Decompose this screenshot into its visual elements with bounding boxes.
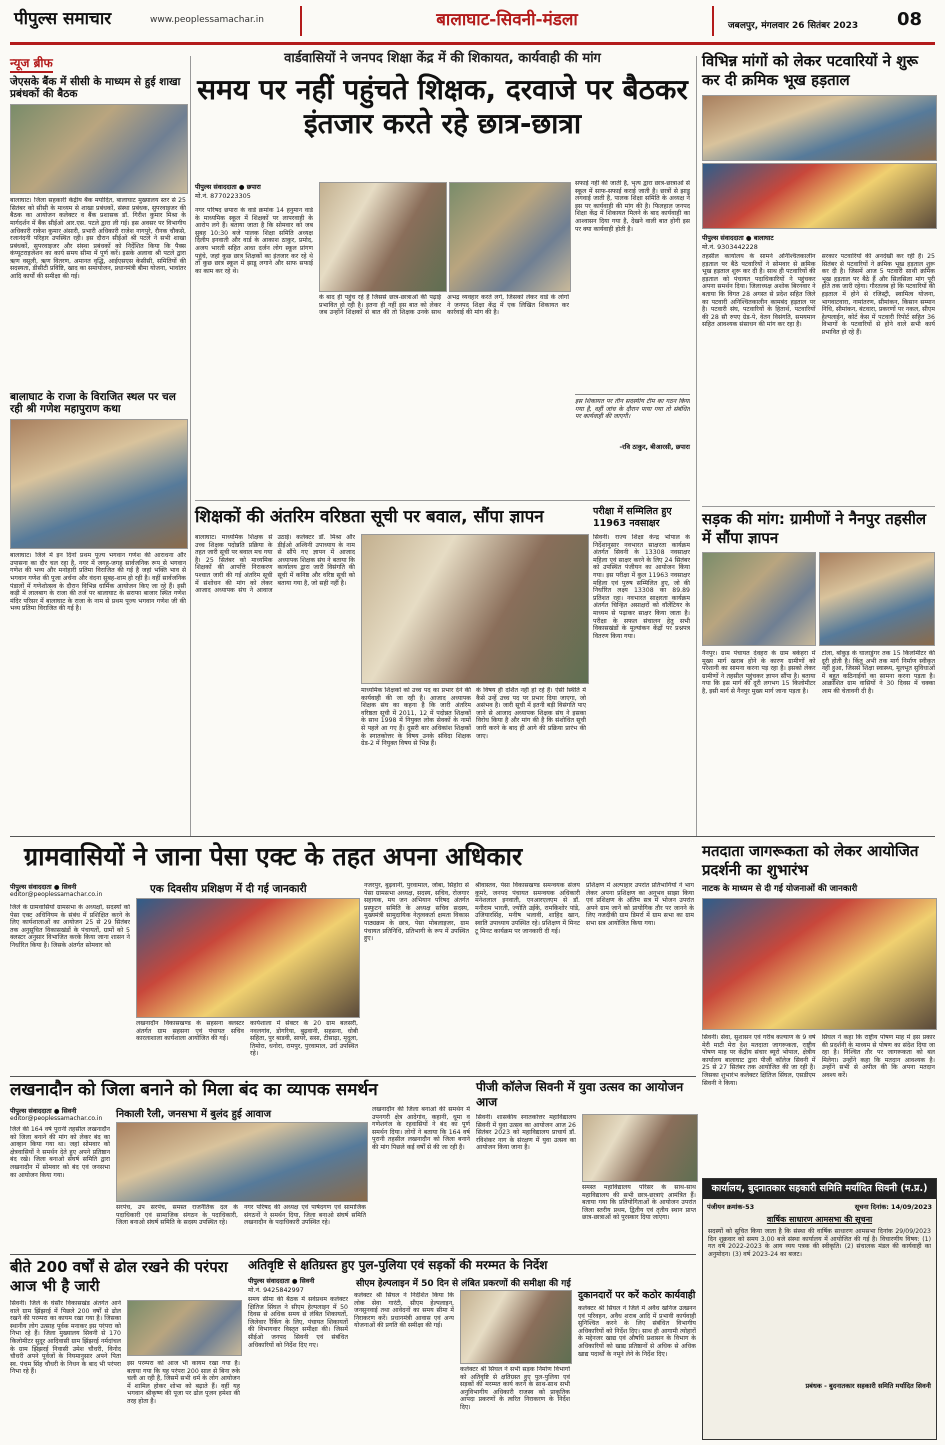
patwari-text-1: तहसील कार्यालय के सामने अनिश्चितकालीन हड़ताल पर बैठे पटवारियों ने सोमवार से क्रमिक भूख हड़ताल शुरू कर दी है। साथ ही पटवारियों की हड़ताल को पंचायत पदाधिकारियों ने पहुंचकर अपना समर्थन दिया। जिलाध्यक्ष अशोक बिरनवार ने बताया कि विगत 28 अगस्त से प्रदेश सहित जिले का पटवारी अनिश्चितकालीन कामबंद हड़ताल पर है। पटवारी संघ, पटवारियों के हितार्थ, पटवारियों की 28 सौ रुपए ग्रेड-पे, वेतन विसंगति, समयमान सहित आवश्यक संसाधन की मांग कर रहा है। — [702, 253, 816, 329]
patwari-byline: पीपुल्स संवाददाता ● बालाघाट — [702, 234, 774, 242]
road-text-1: नैनपुर। ग्राम पंचायत देवहरा के ग्राम बकेहरा में मुख्य मार्ग खराब होने के कारण ग्रामीणों को परेशानी का सामना करना पड़ रहा है। इसको लेकर ग्रामीणों ने तहसील पहुंचकर ज्ञापन सौंपा है। बताया गया कि इस मार्ग की दूरी लगभग 15 किलोमीटर है, इसी मार्ग से नैनपुर मुख्य मार्ग जाना पड़ता है। — [702, 650, 816, 695]
section-rule-1 — [10, 836, 935, 837]
bridge-text-3: कलेक्टर श्री सिंघल ने सभी सड़क निर्माण विभागों को अतिवृष्टि से क्षतिग्रस्त हुए पुल-पुलिया एवं सड़कों की मरम्मत कार्य करने के साथ-साथ सभी अनुविभागीय अधिकारी राजस्व को प्राकृतिक आपदा प्रकरणों के त्वरित निराकरण के निर्देश दिए। — [460, 1366, 570, 1411]
teacher-text-1: बालाघाट। माध्यमिक शिक्षक से उच्च शिक्षक पदोन्नति प्रक्रिया के तहत जारी सूची पर बवाल मच गया है। 25 सितंबर को माध्यमिक शिक्षकों की आपत्ति निराकरण पश्चात जारी की गई अंतरिम सूची में संशोधन की मांग को लेकर आजाद अध्यापक संघ ने आवाज उठाई। कलेक्टर डॉ. मिश्रा और डीईओ अश्विनी उपाध्याय के नाम से सौंपे गए ज्ञापन में आजाद अध्यापक शिक्षक संघ ने बताया कि कार्यालय द्वारा जारी विसंगति की सूची में कनिष्ठ और वरिष्ठ सूची को बताया गया है, जो सही नहीं है। — [195, 534, 355, 595]
lead-headline: समय पर नहीं पहुंचते शिक्षक, दरवाजे पर बैठकर इंतजार करते रहे छात्र-छात्रा — [197, 72, 688, 140]
patwari-photo-1 — [702, 95, 937, 161]
lead-mobile: मो.नं. 8770223305 — [195, 192, 251, 200]
edition-bar — [300, 6, 714, 36]
bridge-sub: सीएम हेल्पलाइन में 50 दिन से लंबित प्रकरणों की समीक्षा की गई — [356, 1279, 571, 1289]
section-rule-2 — [10, 1076, 696, 1077]
teacher-story — [195, 506, 587, 826]
dateline: जबलपुर, मंगलवार 26 सितंबर 2023 — [728, 21, 859, 31]
dhol-text-1: सिवनी। जिले के घंसौर विकासखंड अंतर्गत आने वाले ग्राम झिंझरई में पिछले 200 वर्षों से ढोल रखने की परम्परा का कायम रखा गया है। जिसका स्थानीय लोग उत्साह पूर्वक मनाकर इस परंपरा को निभा रहे हैं। जिला मुख्यालय सिवनी से 170 किलोमीटर सुदूर आदिवासी ग्राम झिंझरई नर्मदांचल के ग्राम झिंझरई निवासी उमेश चौधरी, विनोद चौधरी अपने पूर्वजों के नियमानुसार अपने पिता स्व. पंचम सिंह चौधरी के निधन के बाद भी परंपरा निभा रहे हैं। — [10, 1300, 121, 1376]
lakhnadon-headline: लखनादौन को जिला बनाने को मिला बंद का व्यापक समर्थन — [10, 1080, 378, 1100]
lakhnadon-text-2: सरपंच, उप सरपंच, समस्त राजनैतिक दल के पदाधिकारी एवं सामाजिक संगठन के पदाधिकारी, जिला बनाओ संघर्ष समिति के सदस्य उपस्थित रहे। — [116, 1204, 238, 1227]
voter-text-1: सिवनी। सेवा, सुशासन एवं गरीब कल्याण के 9 वर्ष मेरी माटी मेरा देश मतदाता जागरूकता, राष्ट्रीय पोषण माह पर केंद्रीय संचार ब्यूरो भोपाल, क्षेत्रीय कार्यालय बालाघाट द्वारा पीजी कॉलेज सिवनी में 25 से 27 सितंबर तक आयोजित की जा रही है। जिसका शुभारंभ कलेक्टर क्षितिज सिंघल, एसडीएम सिवनी ने किया। — [702, 1034, 816, 1087]
lead-byline: पीपुल्स संवाददाता ● छपारा — [195, 183, 261, 191]
brief-1-text: बालाघाट। जिला सहकारी केंद्रीय बैंक मर्यादित, बालाघाट मुख्यालय स्तर से 25 सितंबर को सीसी के माध्यम से शाखा प्रबंधकों, संस्था प्रबंधक, सुपरवाइजर की बैठक का आयोजन कलेक्टर व बैंक प्रशासक डॉ. गिरीश कुमार मिश्रा के मार्गदर्शन में बैंक सीईओ आर.एस. पटले द्वारा ली गई। इस अवसर पर विभागीय अधिकारी राकेश कुमार अंसारी, प्रभारी अधिकारी राजेश नागपुरे, रौनक चौकसे, रजानंदनी परिहार उपस्थित रही। इस दौरान सीईओ श्री पटले ने सभी शाखा प्रबंधकों, सुपरवाइजर और संस्था प्रबंधकों को निर्देशित किया कि पैक्स कंप्यूटराइजेशन का कार्य समय सीमा में पूर्ण करें। इसके अलावा श्री पटले द्वारा ऋण वसूली, ऋण वितरण, अमानत वृद्धि, आईएसएस केसीसी, समितियों की सदस्यता, डीसीटी प्रविष्टि, खाद का समायोजन, प्रधानमंत्री बीमा योजना, भावांतर आदि कार्यों की समीक्षा की गई। — [10, 197, 186, 281]
lakhnadon-story — [10, 1080, 470, 1250]
notice-date: सूचना दिनांक: 14/09/2023 — [854, 1203, 932, 1211]
notice-sign: प्रबंधक - बुदनातकार सहकारी समिति मर्यादित सिवनी — [805, 1382, 931, 1390]
lead-quote-box — [575, 394, 690, 451]
pg-headline: पीजी कॉलेज सिवनी में युवा उत्सव का आयोजन आज — [476, 1080, 684, 1109]
voter-story — [702, 842, 935, 1172]
exam-text: सिवनी। राज्य शिक्षा केन्द्र भोपाल के निर्देशानुसार नवभारत साक्षरता कार्यक्रम अंतर्गत सिवनी के 13308 नवसाक्षर महिला एवं साक्षर करने के लिए 24 सितंबर को उपस्थित पंजीयन का आयोजन किया गया। इस परीक्षा में कुल 11963 नवसाक्षर महिला एवं पुरुष सम्मिलित हुए, जो की निर्धारित लक्ष्य 13308 का 89.89 प्रतिशत रहा। नवभारत साक्षरता कार्यक्रम अंतर्गत चिन्हित असाक्षरों को वॉलेंटियर के माध्यम से पढ़ाकर साक्षर किया जाता है। परीक्षा के सफल संचालन हेतु सभी विकासखंडों के मूल्यांकन केंद्रों पर प्रश्नपत्र वितरण किया गया। — [593, 534, 690, 640]
dhol-text-2: इस परम्परा को आज भी कायम रखा गया है। बताया गया कि यह परंपरा 200 साल से बिना रुके चली आ रही है, जिसमें सभी धर्म के लोग आयोजन में शामिल होकर शोभा को बढ़ाते हैं। वहीं यह भगवान श्रीकृष्ण की पूजा पर ढोल पूजन हमेशा की तरह होता है। — [127, 1360, 240, 1405]
lead-quote: इस शिकायत पर तीन सदस्यीय टीम का गठन किया गया है, वहीं जांच के दौरान पाया गया तो संबंधित पर कार्यवाही की जाएगी। — [575, 398, 690, 421]
teacher-photo — [361, 534, 589, 684]
pesa-story — [10, 842, 696, 1072]
lead-kicker: वार्डवासियों ने जनपद शिक्षा केंद्र में की शिकायत, कार्यवाही की मांग — [284, 51, 601, 66]
notice-subtitle: वार्षिक साधारण आमसभा की सूचना — [766, 1215, 873, 1224]
patwari-story — [702, 52, 935, 502]
lakhnadon-text-1: जिले की 164 वर्ष पुरानी तहसील लखनादौन को जिला बनाने की मांग को लेकर बंद का आव्हान किया गया था। जहां सोमवार को क्षेत्रवासियों ने समर्थन देते हुए अपने प्रतिष्ठान बंद रखे। जिला बनाओ संघर्ष समिति द्वारा लखनादौन में सोमवार को बंद एवं जनसभा का आयोजन किया गया। — [10, 1126, 110, 1179]
pg-photo — [582, 1114, 698, 1182]
road-headline: सड़क की मांग: ग्रामीणों ने नैनपुर तहसील में सौंपा ज्ञापन — [702, 510, 926, 547]
voter-sub: नाटक के माध्यम से दी गई योजनाओं की जानकारी — [702, 884, 858, 894]
patwari-mobile: मो.नं. 9303442228 — [702, 243, 758, 251]
lead-text-1: नगर परिषद छपारा के वार्ड क्रमांक 14 हनुमान वार्ड के माध्यमिक स्कूल में शिक्षकों पर लापरवाही के आरोप लगे हैं। बताया जाता है कि सोमवार को जब सुबह 10:30 बजे पालक शिक्षा समिति अध्यक्ष दिलीप इनवाती और वार्ड के आकाश ठाकुर, प्रमोद, अजय भारती सहित आधा दर्जन लोग स्कूल प्रांगण पहुंचे, जहां कुछ छात्र शिक्षकों का इंतजार कर रहे थे तो कुछ छात्र स्कूल में झाडू लगाने और साफ सफाई का काम कर रहे थे। — [195, 207, 313, 275]
pesa-text-2: लखनादौन विकासखण्ड के सहसना क्लस्टर अंतर्गत ग्राम सहसना एवं पंचायत सचिव कारलाशाला कार्यशाला आयोजित की गई। — [136, 1020, 244, 1043]
bridge-text-1: समय सीमा की बैठक में सर्वप्रथम कलेक्टर क्षितिज सिंघल ने सीएम हेल्पलाइन में 50 दिवस से अधिक समय से लंबित शिकायतों, जिलेवार रैंकिंग के लिए, पंचायत शिकायतों की विभागवार विस्तृत समीक्षा की। जिसमें सीईओ जनपद सिवनी एवं संबंधित अधिकारियों को निर्देश दिए गए। — [248, 1296, 348, 1349]
pesa-text-4: नजरपुर, बुढ़वानी, पुरवामाल, जोबा, सिहोरा से पेसा ग्रामसभा अध्यक्ष, सदस्य, सचिव, रोजगार सहायक, मय जन अभियान परिषद अंतर्गत प्रस्फुटन समिति के अध्यक्ष सचिव सदस्य, मुख्यमंत्री सामुदायिक नेतृत्वकर्ता क्षमता विकास पाठ्यक्रम के छात्र, पेसा मोबलाइजर, ग्राम पंचायत प्रतिनिधि, प्रतिभागी के रूप में उपस्थित हुए। — [364, 882, 469, 943]
bridge-photo — [460, 1290, 572, 1364]
lakhnadon-byline: पीपुल्स संवाददाता ● सिवनी — [10, 1107, 77, 1115]
notice-no: पंजीयन क्रमांक-53 — [707, 1203, 755, 1211]
pg-story — [476, 1080, 696, 1250]
brief-1-title: जेएसके बैंक में सीसी के माध्यम से हुई शाखा प्रबंधकों की बैठक — [10, 76, 181, 101]
road-story — [702, 506, 935, 835]
teacher-text-3: के विषय ही दर्शित नहीं हो रहे हैं। ऐसी स्थिति में कैसे उन्हें उच्च पद पर प्रभार दिया जाएगा, जो असंभव है। जारी सूची में इतनी बड़ी विसंगति पाए जाने से आजाद अध्यापक शिक्षक संघ ने इसका विरोध किया है और मांग की है कि संशोधित सूची जारी करने के बाद ही आगे की प्रक्रिया प्रारंभ की जाए। — [476, 687, 586, 740]
brief-2-text: बालाघाट। जिले में इन दिनों प्रथम पूज्य भगवान गणेश की आराधना और उपासना का दौर चल रहा है, नगर में जगह-जगह सार्वजनिक रूप से भगवान गणेश की भव्य और मनोहारी प्रतिमा विराजित की गई है जहां भक्ति भाव से भगवान गणेश की पूजा अर्चना और वंदना सुबह-शाम हो रही है। वहीं सार्वजनिक पंडालों में गणेशोत्सव के दौरान विभिन्न धार्मिक आयोजन किए जा रहे हैं। इसी कड़ी में लालबाग के राजा की तर्ज पर बालाघाट के सराफा बाजार स्थित गणेश मंदिर परिसर में बालाघाट के राजा के नाम से प्रथम पूज्य भगवान गणेश जी की भव्य प्रतिमा विराजित की गई है। — [10, 552, 186, 613]
lakhnadon-text-4: लखनादौन की जिला बनाओ की समर्थन में उपनगरी क्षेत्र आदेगांव, कहानी, धूमा व गणेशगंज के रहवासियों ने बंद का पूर्ण समर्थन दिया। लोगों ने बताया कि 164 वर्ष पुरानी तहसील लखनादौन को जिला बनाने की मांग पिछले कई वर्षों से की जा रही है। — [372, 1106, 470, 1151]
voter-headline: मतदाता जागरूकता को लेकर आयोजित प्रदर्शनी का शुभारंभ — [702, 842, 919, 879]
bridge-headline: अतिवृष्टि से क्षतिग्रस्त हुए पुल-पुलिया एवं सड़कों की मरम्मत के निर्देश — [248, 1258, 548, 1272]
brief-1-photo — [10, 104, 188, 194]
teacher-headline: शिक्षकों की अंतरिम वरिष्ठता सूची पर बवाल, सौंपा ज्ञापन — [195, 507, 544, 527]
shops-text: कलेक्टर श्री सिंघल ने जिले में अवैध खनिज उत्खनन एवं परिवहन, अवैध शराब आदि में प्रभावी कार्यवाही सुनिश्चित करने के लिए संबंधित विभागीय अधिकारियों को निर्देश दिए। साथ ही आगामी त्योहारों के मद्देनजर खाद्य एवं औषधि प्रशासन के विभाग के अधिकारियों को खाद्य प्रतिष्ठानों से अधिक से अधिक खाद्य पदार्थों के नमूने लेने के निर्देश दिए। — [578, 1305, 696, 1358]
pesa-text-3: कार्यशाला में सेक्टर के 20 ग्राम बलसरी, नवलगांव, डोगरिया, बुढ़वानी, सहसना, धोबी सहिता, पुर बाडवी, सायरे, ससा, टीसाढ़ा, मृदुला, तिमोरा, धनोरा, रामपुर, पुरवामाल, उर्रा उपस्थित रहे। — [250, 1020, 358, 1058]
news-brief-label: न्यूज ब्रीफ — [10, 54, 53, 73]
shops-box — [578, 1290, 696, 1417]
bridge-text-2: कलेक्टर श्री सिंघल ने निर्देशित किया कि लोक सेवा गारंटी, सीएम हेल्पलाइन, जनसुनवाई तथा आवेदनों का समय सीमा में निराकरण करें। प्रधानमंत्री आवास एवं अन्य योजनाओं की प्रगति की समीक्षा की गई। — [354, 1292, 454, 1330]
news-brief-column — [10, 52, 186, 832]
lakhnadon-photo — [116, 1122, 368, 1202]
section-rule-3 — [10, 1254, 696, 1255]
bridge-mobile: मो.नं. 9425842997 — [248, 1286, 304, 1294]
lakhnadon-email: editor@peoplessamachar.co.in — [10, 1115, 103, 1122]
exam-headline: परीक्षा में सम्मिलित हुए 11963 नवसाक्षर — [593, 506, 672, 529]
lead-byline-box — [195, 182, 313, 200]
website: www.peoplessamachar.in — [150, 15, 264, 25]
pesa-text-5: श्रीवास्तव, पेसा विकासखण्ड समन्वयक संजय कुमरे, जनपद पंचायत समन्वयक अधिकारी मनेशलाल इनवाती, एनआरएलएम से डॉ. मनीराम भारती, ज्योति उईके, रामकिशोर पांडे, उजियारसिंह, मनीष भलावी, शाहिद खान, स्वाति उपाध्याय उपस्थित रहे। प्रशिक्षण में मिनट टू मिनट कार्यक्रम पर जानकारी दी गई। — [475, 882, 580, 935]
notice-title: कार्यालय, बुदनातकार सहकारी समिति मर्यादित सिवनी (म.प्र.) — [703, 1179, 936, 1199]
pg-text-2: समस्त महाविद्यालय परिसर के साथ-साथ महाविद्यालय की सभी छात्र-छात्राएं आमंत्रित हैं। बताया गया कि प्रतियोगिताओं के आयोजन उपरांत जिला स्तरीय प्रथम, द्वितीय एवं तृतीय स्थान प्राप्त छात्र-छात्राओं को पुरस्कार दिया जाएगा। — [582, 1184, 696, 1222]
divider-lead — [195, 500, 690, 501]
notice-text: सदस्यों को सूचित किया जाता है कि संस्था की वार्षिक साधारण आमसभा दिनांक 29/09/2023 दिन शुक्रवार को समय 3.00 बजे संस्था कार्यालय में आयोजित की गई है। विचारणीय विषय: (1) गत वर्ष 2022-2023 के आय व्यय पत्रक की स्वीकृति। (2) संचालक मंडल की कार्यवाही का अनुमोदन। (3) वर्ष 2023-24 का बजट। — [708, 1228, 931, 1258]
page-number: 08 — [897, 9, 923, 30]
voter-text-2: सिंघल ने कहा कि राष्ट्रीय पोषण माह में इस प्रकार की प्रदर्शनी के माध्यम से पोषण का संदेश दिया जा रहा है। निश्चित तौर पर जागरूकता को बल मिलेगा। उन्होंने कहा कि मतदान आवश्यक है। उन्होंने सभी से अपील की कि अपना मतदान अवश्य करें। — [821, 1034, 935, 1079]
lakhnadon-sub: निकाली रैली, जनसभा में बुलंद हुई आवाज — [116, 1109, 272, 1120]
column-divider — [190, 56, 191, 836]
pesa-text-6: प्रशिक्षण में अल्पाहार उपरांत प्रतिभागियों ने भाग लेकर अपना प्रशिक्षण का अनुभव साझा किया एवं प्रशिक्षण के अंतिम सत्र में भोजन उपरांत अपने ग्राम जाने को प्रायोगिक तौर पर जानने के लिए नजदीकी ग्राम डिमर्रा में ग्राम सभा का ग्राम सभा सत्र आयोजित किया गया। — [586, 882, 694, 927]
paper-logo: पीपुल्स समाचार — [14, 9, 112, 29]
pesa-byline: पीपुल्स संवाददाता ● सिवनी — [10, 883, 77, 891]
lakhnadon-text-3: नगर परिषद की अध्यक्ष एवं पार्षदगण एवं सामाजिक संगठनों ने समर्थन दिया, जिला बनाओ संघर्ष समिति लखनादौन के पदाधिकारी उपस्थित रहे। — [244, 1204, 366, 1227]
masthead-rule — [10, 42, 935, 45]
shops-headline: दुकानदारों पर करें कठोर कार्यवाही — [578, 1290, 696, 1301]
lead-quote-by: -रवि ठाकुर, बीआरसी, छपारा — [619, 443, 690, 451]
teacher-text-2: माध्यमिक शिक्षकों को उच्च पद का प्रभार देने की कार्यवाही की जा रही है। आजाद अध्यापक शिक्षक संघ का कहना है कि जारी अंतरिम वरिष्ठता सूची में 2011, 12 में पदोन्नत शिक्षकों के साथ 1998 में नियुक्त लोक सेवकों के नामों से पहले आ गए हैं। दूसरी बार अधिकांश शिक्षकों के स्नातकोत्तर के विषय उनके संविदा शिक्षक ग्रेड-2 में नियुक्त विषय से भिन्न हैं। — [361, 687, 471, 748]
voter-photo — [702, 898, 937, 1030]
exam-story — [593, 506, 690, 826]
lead-photo-1 — [319, 182, 447, 292]
pesa-headline: ग्रामवासियों ने जाना पेसा एक्ट के तहत अपना अधिकार — [24, 842, 523, 871]
pg-text-1: सिवनी। शासकीय स्नातकोत्तर महाविद्यालय सिवनी में युवा उत्सव का आयोजन आज 26 सितंबर 2023 को महाविद्यालय प्राचार्य डॉ. रविशंकर नाग के संरक्षण में युवा उत्सव का आयोजन किया जाना है। — [476, 1114, 576, 1152]
lead-photo-2 — [449, 182, 571, 292]
patwari-headline: विभिन्न मांगों को लेकर पटवारियों ने शुरू कर दी क्रमिक भूख हड़ताल — [702, 52, 919, 89]
pesa-sub: एक दिवसीय प्रशिक्षण में दी गई जानकारी — [150, 883, 307, 895]
lead-text-2: के बाद ही पहुंच रहे हैं जिससे छात्र-छात्राओं की पढ़ाई प्रभावित हो रही है। इतना ही नहीं इस बात को लेकर जब उन्होंने शिक्षकों से बात की तो शिक्षक उनके साथ अभद्र व्यवहार करते लगे, जिसको लेकर वार्ड के लोगों ने जनपद शिक्षा केंद्र में एक लिखित शिकायत कर कार्रवाई की मांग की है। — [319, 294, 569, 317]
edition-title: बालाघाट-सिवनी-मंडला — [436, 10, 578, 30]
pesa-photo — [136, 898, 360, 1018]
brief-2-title: बालाघाट के राजा के विराजित स्थल पर चल रही श्री गणेश महापुराण कथा — [10, 391, 176, 416]
patwari-photo-2 — [702, 163, 937, 229]
lead-text-3: सफाई नहीं की जाती है, भृत्य द्वारा छात्र-छात्राओं से स्कूल में साफ-सफाई कराई जाती है। छात्रों से झाडू लगवाई जाती है, पालक शिक्षा समिति के अध्यक्ष ने इस पर कार्यवाही की मांग की है। फिलहाल जनपद शिक्षा केंद्र में शिकायत मिलने के बाद कार्यवाही का आश्वासन दिया गया है, देखने वाली बात होगी इस पर क्या कार्यवाही होती है। — [575, 180, 690, 233]
patwari-text-2: सरकार पटवारियों की अनदेखी कर रही है। 25 सितंबर से पटवारियों ने क्रमिक भूख हड़ताल शुरू कर दी है। जिसमें आज 5 पटवारी साथी क्रमिक भूख हड़ताल पर बैठे हैं और सिलसिला मांग पूरी होते तक जारी रहेगा। गौरतलब हो कि पटवारियों की हड़ताल में होने से रजिस्ट्री, स्वामित्व योजना, भागवाटवारा, नामांतरण, सीमांकन, किसान सम्मान निधि, सीमांकन, बंटवारा, प्रकरणों पर नकल, सीएम हेल्पलाईन, कोर्ट केस में पटवारी रिपोर्ट सहित 36 विभागों के पटवारियों से होने वाले सभी कार्य प्रभावित हो रहे हैं। — [821, 253, 935, 336]
pesa-text-1: जिले के ग्रामवासियों ग्रामसभा के अध्यक्षों, सदस्यों को पेसा एक्ट अधिनियम के संबंध में प्रशिक्षित करने के लिए कार्यशालाओं का आयोजन 25 से 29 सितंबर तक अनुसूचित विकासखंडों के पंचायतों, ग्रामों को 5 क्लस्टर अनुसार विभाजित करके किया जाना शासन ने निर्धारित किया है। जिसके अंतर्गत सोमवार को — [10, 904, 130, 949]
road-text-2: टोला, बोंकुड़ के घालाडुंगर तक 15 किलोमीटर की दूरी होती है। किंतु अभी तक मार्ग निर्माण स्वीकृत नहीं हुआ, जिससे शिक्षा स्वास्थ्य, मूलभूत सुविधाओं में बहुत कठिनाईयों का सामना करना पड़ता है। आक्रोशित ग्राम वासियों ने 30 दिवस में चक्का जाम की चेतावनी दी है। — [821, 650, 935, 695]
dhol-photo — [127, 1300, 242, 1356]
notice-box — [702, 1178, 937, 1440]
bridge-byline: पीपुल्स संवाददाता ● सिवनी — [248, 1277, 315, 1285]
dhol-story — [10, 1258, 242, 1438]
brief-2-photo — [10, 419, 188, 549]
masthead — [0, 0, 945, 46]
bridge-story — [248, 1258, 696, 1438]
column-divider-right — [696, 56, 697, 836]
road-photo-2 — [819, 552, 935, 646]
dhol-headline: बीते 200 वर्षों से ढोल रखने की परंपरा आज भी है जारी — [10, 1258, 228, 1295]
lead-story — [195, 52, 690, 492]
pesa-email: editor@peoplessamachar.co.in — [10, 891, 103, 898]
road-photo-1 — [702, 552, 816, 646]
